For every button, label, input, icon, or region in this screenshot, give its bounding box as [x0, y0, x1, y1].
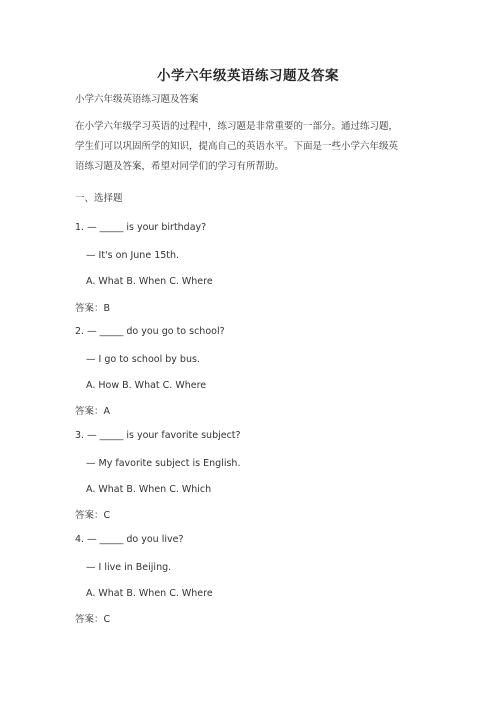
- question-2-answer: 答案：A: [75, 406, 110, 417]
- page-title: 小学六年级英语练习题及答案: [157, 68, 339, 84]
- question-3-answer: 答案：C: [75, 510, 111, 521]
- question-4-response: — I live in Beijing.: [86, 562, 172, 573]
- question-1-answer: 答案：B: [75, 303, 111, 314]
- subtitle: 小学六年级英语练习题及答案: [75, 94, 199, 105]
- question-4-options: A. What B. When C. Where: [86, 588, 213, 599]
- question-2-response: — I go to school by bus.: [86, 354, 200, 365]
- question-3: 3. — _____ is your favorite subject?: [75, 430, 241, 441]
- question-2: 2. — _____ do you go to school?: [75, 326, 225, 337]
- question-3-response: — My favorite subject is English.: [86, 458, 241, 469]
- question-1-options: A. What B. When C. Where: [86, 276, 213, 287]
- question-2-options: A. How B. What C. Where: [86, 380, 207, 391]
- intro-line-3: 语练习题及答案，希望对同学们的学习有所帮助。: [75, 161, 285, 172]
- question-1-response: — It's on June 15th.: [86, 250, 180, 261]
- question-4-answer: 答案：C: [75, 614, 111, 625]
- intro-line-1: 在小学六年级学习英语的过程中，练习题是非常重要的一部分。通过练习题，: [75, 121, 399, 132]
- question-1: 1. — _____ is your birthday?: [75, 222, 207, 233]
- section-heading: 一、选择题: [75, 193, 123, 204]
- intro-line-2: 学生们可以巩固所学的知识，提高自己的英语水平。下面是一些小学六年级英: [75, 141, 399, 152]
- question-4: 4. — _____ do you live?: [75, 534, 184, 545]
- question-3-options: A. What B. When C. Which: [86, 484, 212, 495]
